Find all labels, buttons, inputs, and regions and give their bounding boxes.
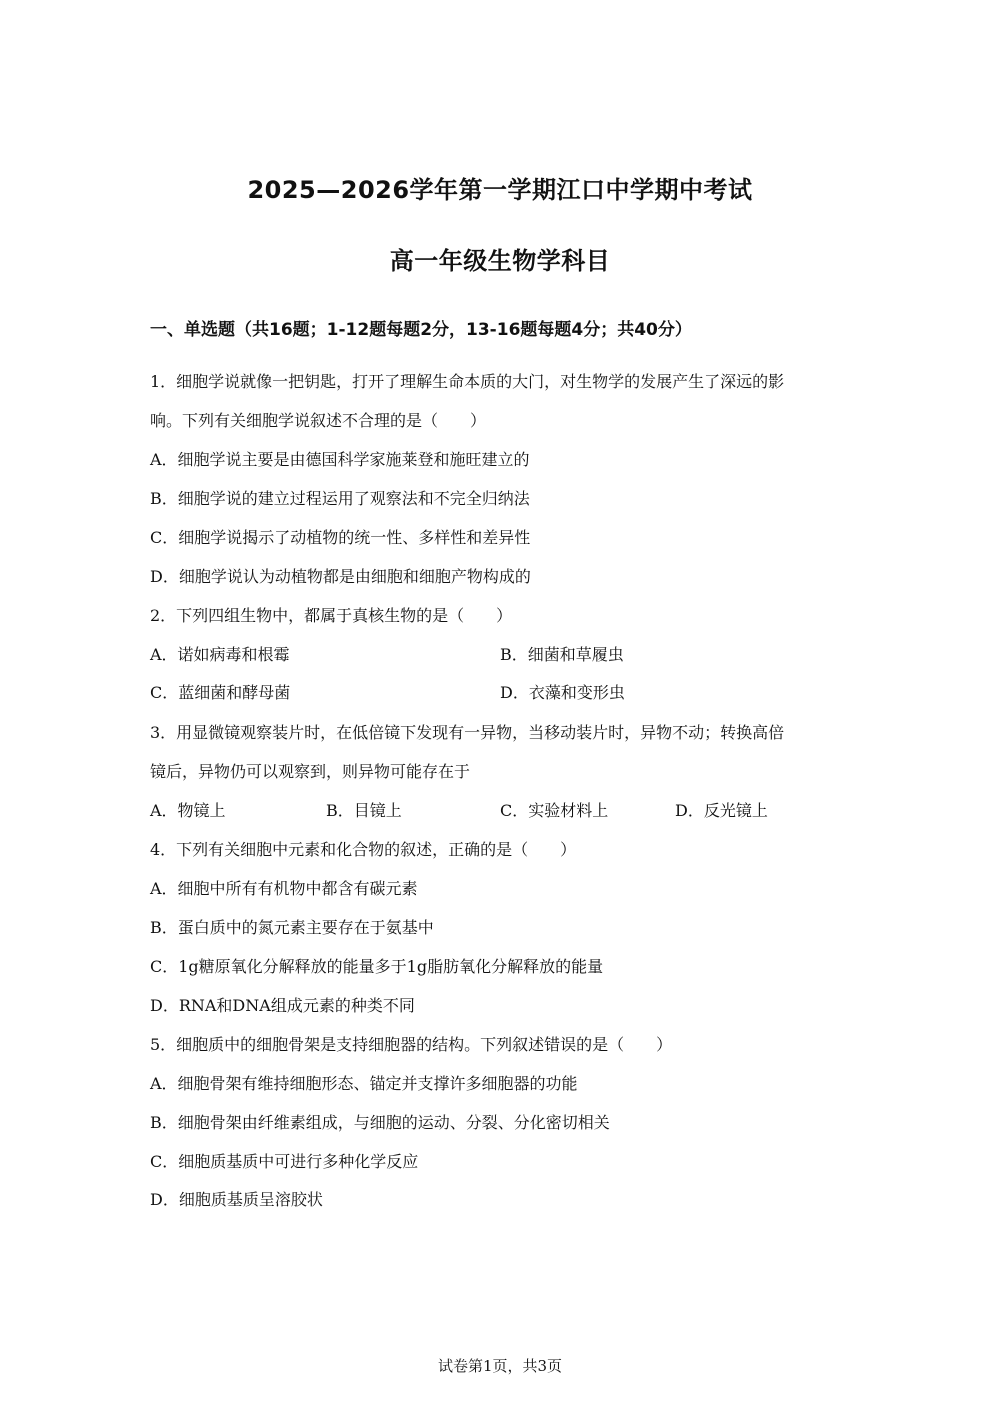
question-2-stem: 2．下列四组生物中，都属于真核生物的是（ ） bbox=[150, 606, 513, 625]
question-2-option-a: A．诺如病毒和根霉 bbox=[150, 645, 290, 664]
exam-title: 2025—2026学年第一学期江口中学期中考试 bbox=[247, 176, 753, 204]
question-4-option-d: D．RNA和DNA组成元素的种类不同 bbox=[150, 996, 415, 1015]
question-5-option-d: D．细胞质基质呈溶胶状 bbox=[150, 1190, 323, 1209]
question-3-option-c: C．实验材料上 bbox=[500, 801, 609, 820]
question-3-option-b: B．目镜上 bbox=[326, 801, 402, 820]
question-4-option-a: A．细胞中所有有机物中都含有碳元素 bbox=[150, 879, 418, 898]
question-1-stem-line-1: 1．细胞学说就像一把钥匙，打开了理解生命本质的大门，对生物学的发展产生了深远的影 bbox=[150, 372, 785, 391]
question-1-option-a: A．细胞学说主要是由德国科学家施莱登和施旺建立的 bbox=[150, 450, 530, 469]
question-5-option-c: C．细胞质基质中可进行多种化学反应 bbox=[150, 1152, 419, 1171]
question-5-option-a: A．细胞骨架有维持细胞形态、锚定并支撑许多细胞器的功能 bbox=[150, 1074, 578, 1093]
question-5-option-b: B．细胞骨架由纤维素组成，与细胞的运动、分裂、分化密切相关 bbox=[150, 1113, 610, 1132]
question-2-option-d: D．衣藻和变形虫 bbox=[500, 683, 625, 702]
question-5-stem: 5．细胞质中的细胞骨架是支持细胞器的结构。下列叙述错误的是（ ） bbox=[150, 1035, 673, 1054]
question-2-option-c: C．蓝细菌和酵母菌 bbox=[150, 683, 291, 702]
question-1-option-c: C．细胞学说揭示了动植物的统一性、多样性和差异性 bbox=[150, 528, 531, 547]
question-3-stem-line-1: 3．用显微镜观察装片时，在低倍镜下发现有一异物，当移动装片时，异物不动；转换高倍 bbox=[150, 723, 785, 742]
question-1-stem-line-2: 响。下列有关细胞学说叙述不合理的是（ ） bbox=[150, 411, 487, 430]
question-1-option-b: B．细胞学说的建立过程运用了观察法和不完全归纳法 bbox=[150, 489, 530, 508]
section-heading: 一、单选题（共16题；1-12题每题2分，13-16题每题4分；共40分） bbox=[150, 320, 692, 340]
question-4-stem: 4．下列有关细胞中元素和化合物的叙述，正确的是（ ） bbox=[150, 840, 577, 859]
question-2-option-b: B．细菌和草履虫 bbox=[500, 645, 624, 664]
question-3-stem-line-2: 镜后，异物仍可以观察到，则异物可能存在于 bbox=[150, 762, 471, 781]
question-3-option-a: A．物镜上 bbox=[150, 801, 226, 820]
page-footer: 试卷第1页，共3页 bbox=[437, 1357, 563, 1375]
question-3-option-d: D．反光镜上 bbox=[675, 801, 768, 820]
question-1-option-d: D．细胞学说认为动植物都是由细胞和细胞产物构成的 bbox=[150, 567, 531, 586]
question-4-option-c: C．1g糖原氧化分解释放的能量多于1g脂肪氧化分解释放的能量 bbox=[150, 957, 604, 976]
exam-subtitle: 高一年级生物学科目 bbox=[389, 247, 611, 275]
question-4-option-b: B．蛋白质中的氮元素主要存在于氨基中 bbox=[150, 918, 434, 937]
